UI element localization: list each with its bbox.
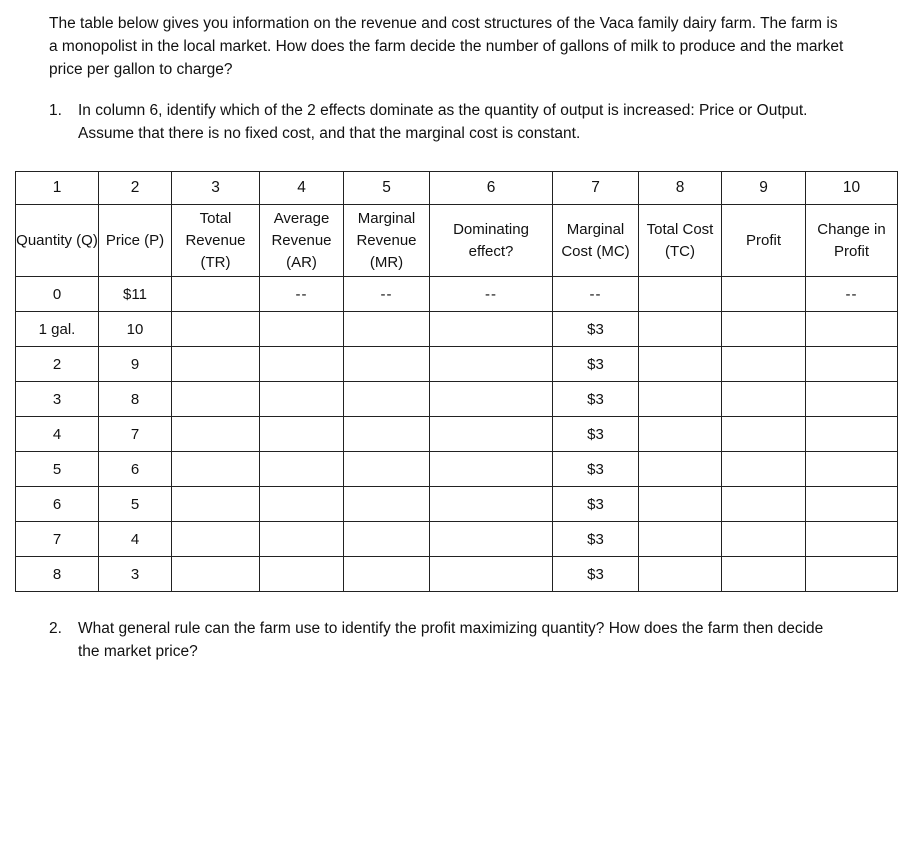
profit-cell: [722, 312, 806, 347]
header-total-revenue: Total Revenue (TR): [172, 205, 260, 277]
header-marginal-revenue: Marginal Revenue (MR): [344, 205, 430, 277]
profit-cell: [722, 277, 806, 312]
header-change-in-profit: Change in Profit: [806, 205, 898, 277]
dominating-effect-cell: [430, 417, 553, 452]
marginal-revenue-cell: [344, 522, 430, 557]
dominating-effect-cell: --: [430, 277, 553, 312]
table-row: [16, 557, 898, 592]
change-in-profit-cell: [806, 347, 898, 382]
column-header-row: [16, 205, 898, 277]
dominating-effect-cell: [430, 487, 553, 522]
quantity-cell: 8: [16, 557, 99, 592]
dominating-effect-cell: [430, 382, 553, 417]
marginal-cost-cell: --: [553, 277, 639, 312]
column-number: 5: [344, 172, 430, 205]
marginal-revenue-cell: [344, 347, 430, 382]
price-cell: 7: [99, 417, 172, 452]
profit-cell: [722, 347, 806, 382]
total-revenue-cell: [172, 557, 260, 592]
total-cost-cell: [639, 382, 722, 417]
total-cost-cell: [639, 277, 722, 312]
quantity-cell: 5: [16, 452, 99, 487]
average-revenue-cell: [260, 452, 344, 487]
price-cell: $11: [99, 277, 172, 312]
change-in-profit-cell: [806, 312, 898, 347]
quantity-cell: 6: [16, 487, 99, 522]
change-in-profit-cell: [806, 452, 898, 487]
intro-paragraph: The table below gives you information on the revenue and cost structures of the Vaca family dairy farm. The farm is a monopolist in the local market. How does the farm decide the number of gallons of milk to produce and the market price per gallon to charge?: [49, 15, 844, 78]
total-cost-cell: [639, 312, 722, 347]
total-revenue-cell: [172, 452, 260, 487]
marginal-revenue-cell: [344, 312, 430, 347]
dominating-effect-cell: [430, 452, 553, 487]
price-cell: 3: [99, 557, 172, 592]
table-body: [16, 277, 898, 592]
column-number: 7: [553, 172, 639, 205]
table-row: [16, 487, 898, 522]
header-marginal-cost: Marginal Cost (MC): [553, 205, 639, 277]
profit-cell: [722, 557, 806, 592]
marginal-cost-cell: $3: [553, 312, 639, 347]
total-revenue-cell: [172, 312, 260, 347]
total-cost-cell: [639, 487, 722, 522]
change-in-profit-cell: [806, 382, 898, 417]
average-revenue-cell: --: [260, 277, 344, 312]
profit-cell: [722, 452, 806, 487]
revenue-cost-table: [15, 171, 898, 592]
marginal-cost-cell: $3: [553, 522, 639, 557]
header-price: Price (P): [99, 205, 172, 277]
total-cost-cell: [639, 347, 722, 382]
average-revenue-cell: [260, 312, 344, 347]
total-revenue-cell: [172, 417, 260, 452]
price-cell: 9: [99, 347, 172, 382]
dominating-effect-cell: [430, 347, 553, 382]
total-cost-cell: [639, 452, 722, 487]
quantity-cell: 3: [16, 382, 99, 417]
dominating-effect-cell: [430, 557, 553, 592]
total-cost-cell: [639, 417, 722, 452]
average-revenue-cell: [260, 382, 344, 417]
header-total-cost: Total Cost (TC): [639, 205, 722, 277]
question-1: [49, 99, 849, 145]
quantity-cell: 7: [16, 522, 99, 557]
column-number: 3: [172, 172, 260, 205]
marginal-revenue-cell: [344, 487, 430, 522]
profit-cell: [722, 522, 806, 557]
average-revenue-cell: [260, 522, 344, 557]
column-number: 4: [260, 172, 344, 205]
change-in-profit-cell: [806, 487, 898, 522]
average-revenue-cell: [260, 417, 344, 452]
average-revenue-cell: [260, 557, 344, 592]
price-cell: 10: [99, 312, 172, 347]
price-cell: 5: [99, 487, 172, 522]
column-number: 1: [16, 172, 99, 205]
marginal-revenue-cell: [344, 557, 430, 592]
quantity-cell: 4: [16, 417, 99, 452]
table-row: [16, 417, 898, 452]
table-row: [16, 382, 898, 417]
column-number: 8: [639, 172, 722, 205]
marginal-cost-cell: $3: [553, 557, 639, 592]
marginal-revenue-cell: [344, 417, 430, 452]
header-profit: Profit: [722, 205, 806, 277]
header-dominating-effect: Dominating effect?: [430, 205, 553, 277]
profit-cell: [722, 487, 806, 522]
table-row: [16, 452, 898, 487]
quantity-cell: 1 gal.: [16, 312, 99, 347]
table-row: [16, 277, 898, 312]
table-row: [16, 522, 898, 557]
question-2-text: What general rule can the farm use to identify the profit maximizing quantity? How does the farm then decide the market price?: [78, 620, 824, 660]
marginal-cost-cell: $3: [553, 417, 639, 452]
marginal-cost-cell: $3: [553, 452, 639, 487]
total-revenue-cell: [172, 347, 260, 382]
price-cell: 4: [99, 522, 172, 557]
marginal-revenue-cell: --: [344, 277, 430, 312]
question-2: [49, 617, 849, 663]
average-revenue-cell: [260, 487, 344, 522]
total-revenue-cell: [172, 277, 260, 312]
table-row: [16, 312, 898, 347]
dominating-effect-cell: [430, 522, 553, 557]
column-number: 6: [430, 172, 553, 205]
marginal-revenue-cell: [344, 382, 430, 417]
column-number: 2: [99, 172, 172, 205]
total-revenue-cell: [172, 487, 260, 522]
marginal-cost-cell: $3: [553, 487, 639, 522]
change-in-profit-cell: [806, 522, 898, 557]
header-average-revenue: Average Revenue (AR): [260, 205, 344, 277]
dominating-effect-cell: [430, 312, 553, 347]
marginal-revenue-cell: [344, 452, 430, 487]
quantity-cell: 0: [16, 277, 99, 312]
change-in-profit-cell: [806, 557, 898, 592]
quantity-cell: 2: [16, 347, 99, 382]
question-2-number: 2.: [49, 620, 62, 637]
profit-cell: [722, 417, 806, 452]
marginal-cost-cell: $3: [553, 347, 639, 382]
average-revenue-cell: [260, 347, 344, 382]
column-number-row: [16, 172, 898, 205]
change-in-profit-cell: --: [806, 277, 898, 312]
header-quantity: Quantity (Q): [16, 205, 99, 277]
profit-cell: [722, 382, 806, 417]
total-cost-cell: [639, 557, 722, 592]
total-cost-cell: [639, 522, 722, 557]
change-in-profit-cell: [806, 417, 898, 452]
question-1-number: 1.: [49, 102, 62, 119]
column-number: 10: [806, 172, 898, 205]
table-row: [16, 347, 898, 382]
question-1-text: In column 6, identify which of the 2 effects dominate as the quantity of output is increased: Price or Output. Assume that there is no fixed cost, and that the marginal cost is constant.: [78, 102, 808, 142]
price-cell: 6: [99, 452, 172, 487]
total-revenue-cell: [172, 382, 260, 417]
total-revenue-cell: [172, 522, 260, 557]
marginal-cost-cell: $3: [553, 382, 639, 417]
column-number: 9: [722, 172, 806, 205]
price-cell: 8: [99, 382, 172, 417]
